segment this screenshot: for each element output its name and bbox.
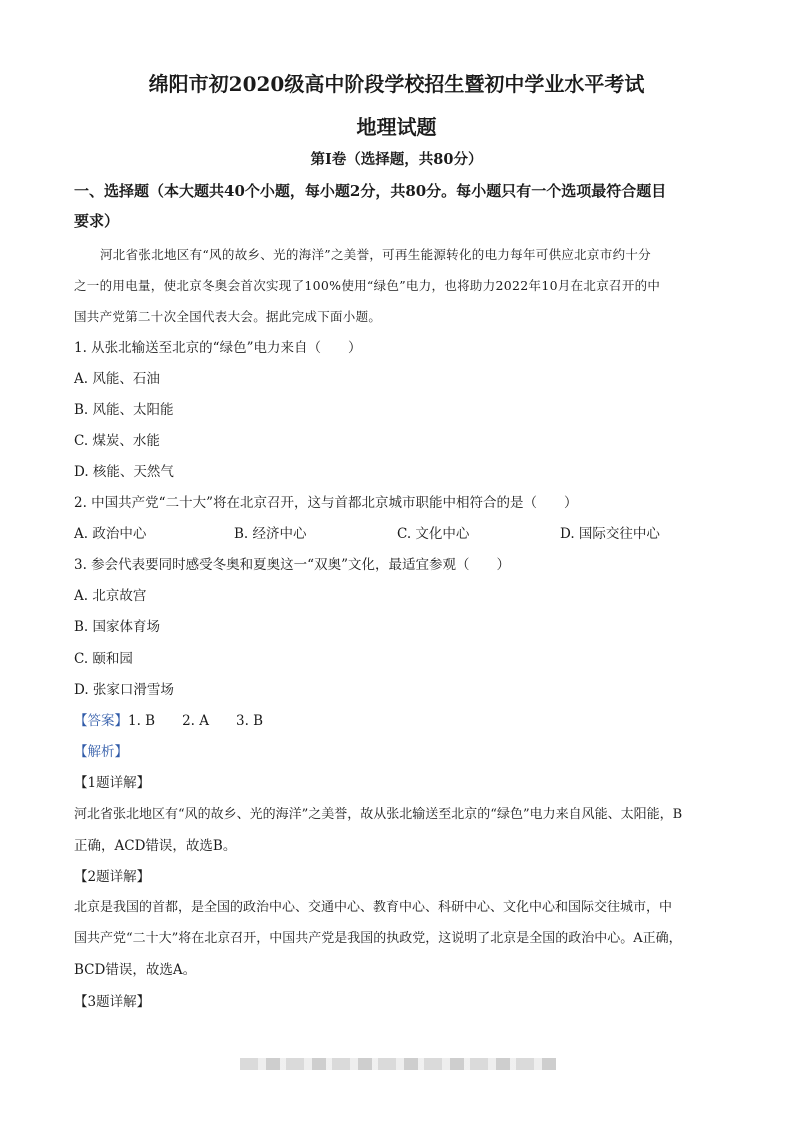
- section-heading-line2: 要求）: [74, 212, 120, 230]
- passage-line3: 国共产党第二十次全国代表大会。据此完成下面小题。: [74, 309, 382, 324]
- q2-option-d: D. 国际交往中心: [560, 526, 660, 542]
- detail-2-line3: BCD错误，故选A。: [74, 962, 197, 978]
- q3-option-d: D. 张家口滑雪场: [74, 682, 174, 698]
- q2-option-b: B. 经济中心: [234, 526, 307, 542]
- q1-option-c: C. 煤炭、水能: [74, 433, 160, 449]
- detail-1-line1: 河北省张北地区有“风的故乡、光的海洋”之美誉，故从张北输送至北京的“绿色”电力来自风能、太阳能，B: [74, 807, 683, 822]
- part-heading: 第Ⅰ卷（选择题，共80分）: [310, 151, 483, 168]
- detail-1-line2: 正确，ACD错误，故选B。: [74, 838, 237, 854]
- q2-option-c: C. 文化中心: [397, 526, 470, 542]
- detail-2-line2: 国共产党“二十大”将在北京召开，中国共产党是我国的执政党，这说明了北京是全国的政治中心。A正确，: [74, 931, 682, 946]
- q2-option-a: A. 政治中心: [74, 526, 147, 542]
- q1-option-a: A. 风能、石油: [74, 371, 160, 387]
- answer-text: 1. B 2. A 3. B: [128, 713, 264, 729]
- blurred-watermark: [240, 1058, 556, 1070]
- q3-option-a: A. 北京故宫: [74, 588, 147, 604]
- q3-option-c: C. 颐和园: [74, 651, 133, 667]
- detail-1-label: 【1题详解】: [74, 775, 151, 791]
- passage-line2: 之一的用电量，使北京冬奥会首次实现了100%使用“绿色”电力，也将助力2022年10月在北京召开的中: [74, 278, 661, 293]
- detail-3-label: 【3题详解】: [74, 994, 151, 1010]
- q1-option-d: D. 核能、天然气: [74, 464, 174, 480]
- passage-line1: 河北省张北地区有“风的故乡、光的海洋”之美誉，可再生能源转化的电力每年可供应北京市约十分: [100, 247, 651, 262]
- detail-2-label: 【2题详解】: [74, 869, 151, 885]
- exam-subtitle: 地理试题: [356, 115, 437, 139]
- detail-2-line1: 北京是我国的首都，是全国的政治中心、交通中心、教育中心、科研中心、文化中心和国际交往城市，中: [74, 900, 673, 915]
- q2-stem: 2. 中国共产党“二十大”将在北京召开，这与首都北京城市职能中相符合的是（ ）: [74, 495, 578, 511]
- q1-stem: 1. 从张北输送至北京的“绿色”电力来自（ ）: [74, 340, 362, 356]
- exam-title: 绵阳市初2020级高中阶段学校招生暨初中学业水平考试: [148, 72, 645, 96]
- q3-option-b: B. 国家体育场: [74, 619, 161, 635]
- analysis-label: 【解析】: [74, 744, 128, 760]
- q1-option-b: B. 风能、太阳能: [74, 402, 174, 418]
- answer-line: [74, 712, 263, 730]
- answer-label: 【答案】: [74, 713, 128, 729]
- section-heading-line1: 一、选择题（本大题共40个小题，每小题2分，共80分。每小题只有一个选项最符合题目: [74, 182, 667, 200]
- q3-stem: 3. 参会代表要同时感受冬奥和夏奥这一“双奥”文化，最适宜参观（ ）: [74, 557, 510, 573]
